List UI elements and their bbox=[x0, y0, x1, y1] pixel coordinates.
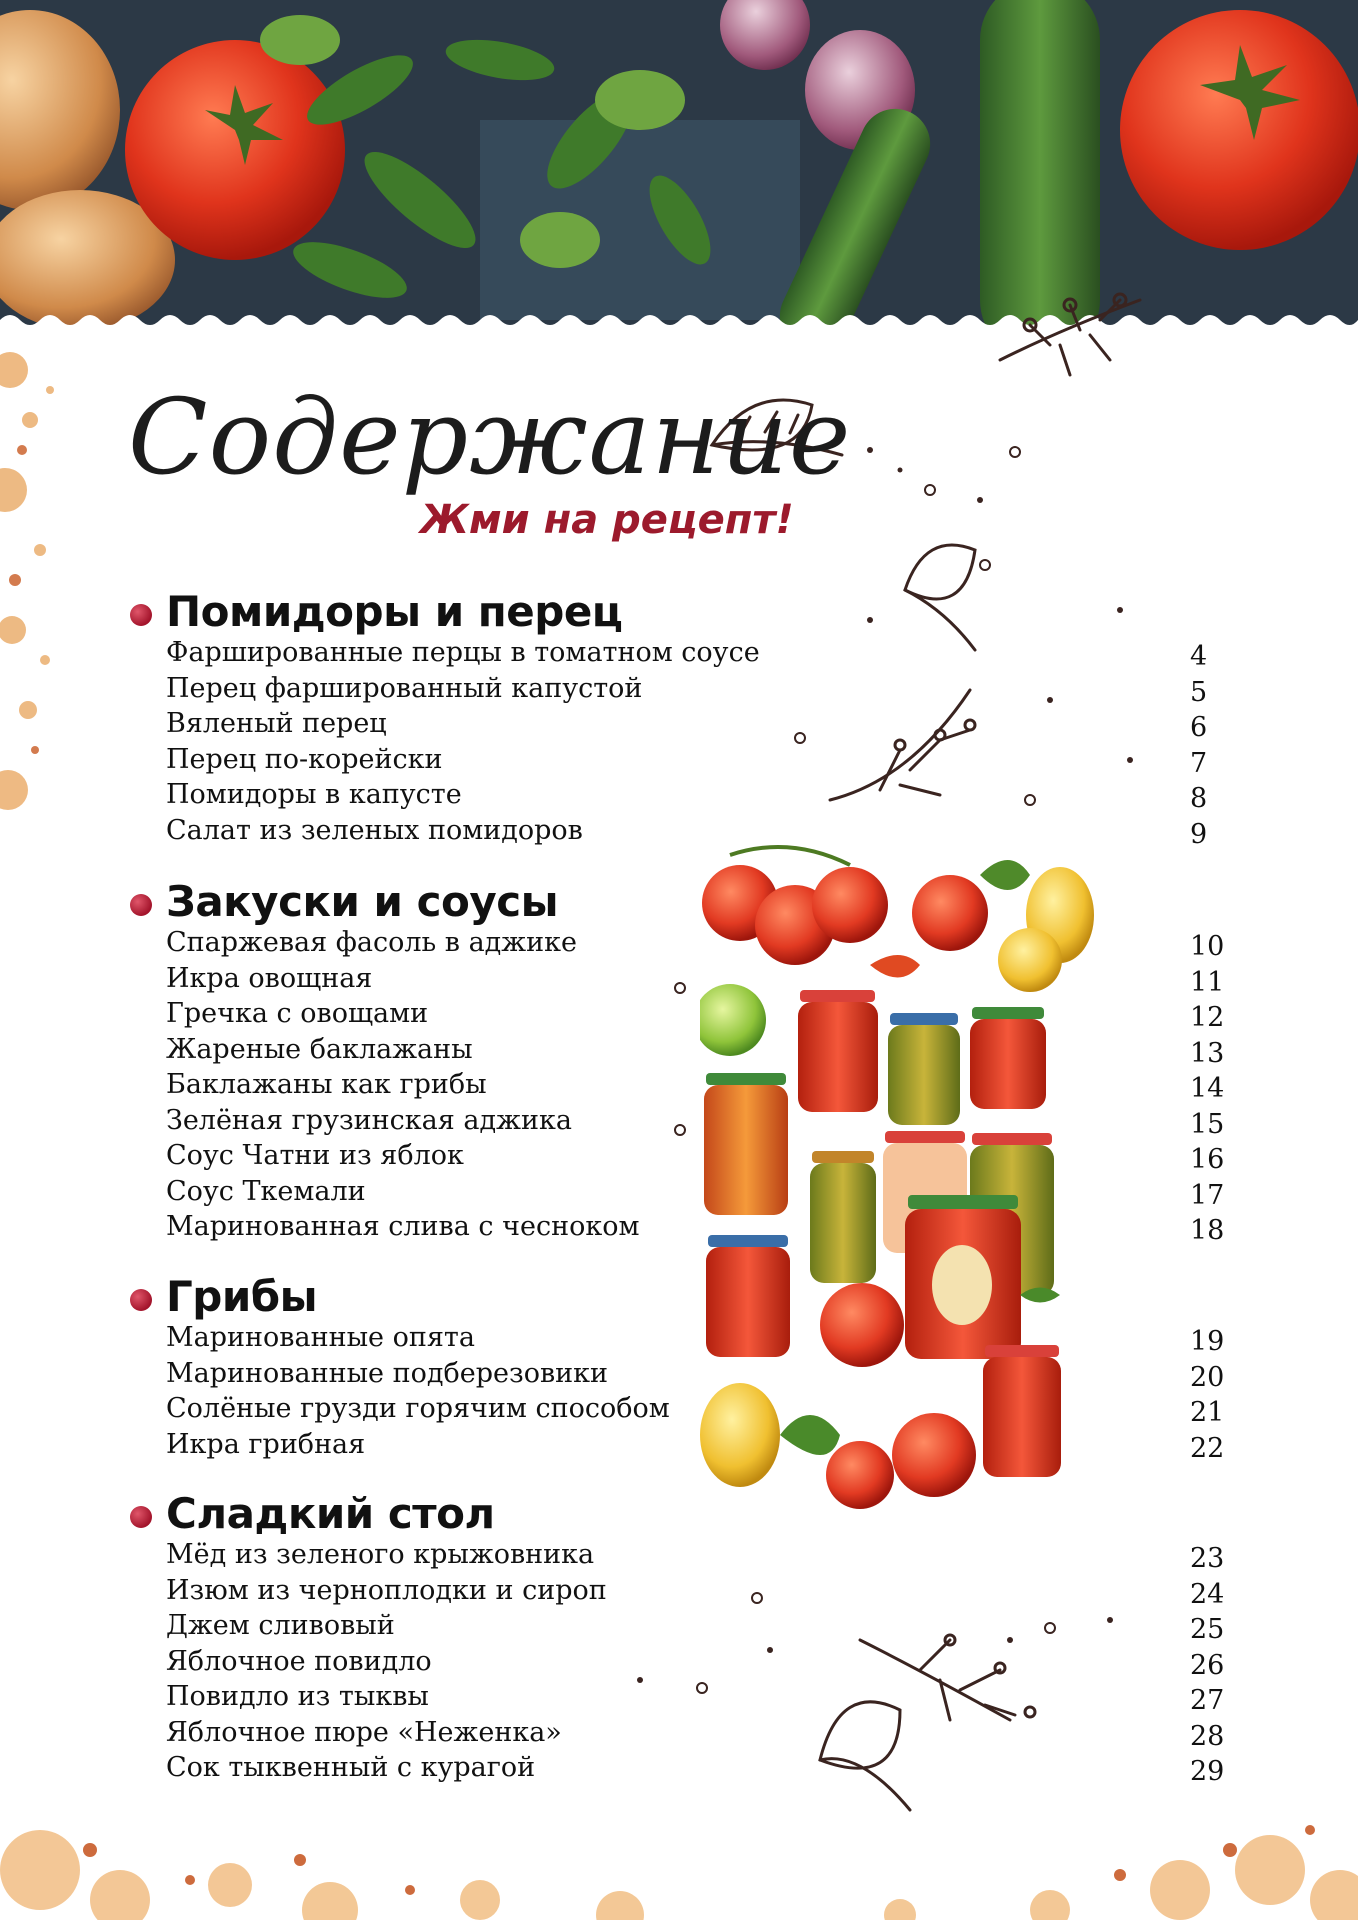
recipe-link[interactable]: Джем сливовый bbox=[166, 1610, 395, 1641]
toc-section-tomatoes-peppers bbox=[130, 588, 1210, 849]
toc-item[interactable] bbox=[130, 1033, 1225, 1069]
page-number: 26 bbox=[1190, 1649, 1225, 1681]
toc-item[interactable] bbox=[130, 1609, 1225, 1645]
section-title: Грибы bbox=[166, 1272, 318, 1321]
toc-item[interactable] bbox=[130, 1210, 1225, 1246]
toc-item[interactable] bbox=[130, 1574, 1225, 1610]
page-number: 11 bbox=[1190, 966, 1225, 998]
page-number: 9 bbox=[1190, 818, 1208, 850]
bullet-icon bbox=[130, 1506, 152, 1528]
section-heading[interactable] bbox=[130, 588, 1210, 636]
recipe-link[interactable]: Сок тыквенный с курагой bbox=[166, 1752, 536, 1783]
toc-item[interactable] bbox=[130, 1392, 1225, 1428]
recipe-link[interactable]: Спаржевая фасоль в аджике bbox=[166, 927, 577, 958]
recipe-link[interactable]: Жареные баклажаны bbox=[166, 1033, 473, 1065]
section-heading[interactable] bbox=[130, 878, 1210, 926]
page-number: 8 bbox=[1190, 783, 1208, 814]
toc-item[interactable] bbox=[130, 1680, 1225, 1716]
recipe-link[interactable]: Маринованная слива с чесноком bbox=[166, 1211, 640, 1242]
page-number: 6 bbox=[1190, 712, 1208, 743]
toc-item[interactable] bbox=[130, 1175, 1225, 1211]
page-number: 24 bbox=[1190, 1578, 1225, 1610]
toc-item[interactable] bbox=[130, 1139, 1225, 1175]
toc-item[interactable] bbox=[130, 707, 1210, 743]
page-title: Содержание bbox=[128, 376, 852, 498]
bullet-icon bbox=[130, 1289, 152, 1311]
banner-scallop-edge bbox=[0, 300, 1358, 340]
toc-item[interactable] bbox=[130, 1357, 1225, 1393]
section-title: Закуски и соусы bbox=[166, 877, 559, 926]
recipe-link[interactable]: Яблочное пюре «Неженка» bbox=[166, 1716, 562, 1748]
bullet-icon bbox=[130, 894, 152, 916]
page-number: 27 bbox=[1190, 1685, 1225, 1716]
page-number: 28 bbox=[1190, 1720, 1225, 1752]
bullet-icon bbox=[130, 604, 152, 626]
page-number: 14 bbox=[1190, 1073, 1225, 1104]
page-number: 12 bbox=[1190, 1002, 1225, 1033]
recipe-link[interactable]: Баклажаны как грибы bbox=[166, 1069, 487, 1100]
page-number: 5 bbox=[1190, 676, 1208, 708]
page-number: 21 bbox=[1190, 1397, 1225, 1428]
toc-item[interactable] bbox=[130, 926, 1225, 962]
page-number: 18 bbox=[1190, 1215, 1225, 1246]
toc-section-sweet-table bbox=[130, 1489, 1225, 1787]
page-number: 15 bbox=[1190, 1108, 1225, 1140]
toc-item[interactable] bbox=[130, 814, 1210, 850]
page-number: 23 bbox=[1190, 1543, 1225, 1574]
toc-item[interactable] bbox=[130, 1104, 1225, 1140]
section-heading[interactable] bbox=[130, 1273, 1210, 1321]
recipe-link[interactable]: Икра грибная bbox=[166, 1428, 366, 1460]
toc-item[interactable] bbox=[130, 997, 1225, 1033]
recipe-link[interactable]: Вяленый перец bbox=[166, 708, 387, 739]
paint-splatter-left bbox=[0, 330, 70, 850]
recipe-link[interactable]: Маринованные опята bbox=[166, 1322, 475, 1353]
paint-splatter-bottom bbox=[0, 1790, 1358, 1920]
toc-item[interactable] bbox=[130, 743, 1210, 779]
page-number: 13 bbox=[1190, 1037, 1225, 1069]
toc-item[interactable] bbox=[130, 962, 1225, 998]
section-title: Сладкий стол bbox=[166, 1489, 495, 1538]
page-number: 10 bbox=[1190, 931, 1225, 962]
toc-item[interactable] bbox=[130, 778, 1210, 814]
recipe-link[interactable]: Яблочное повидло bbox=[166, 1645, 432, 1677]
toc-item[interactable] bbox=[130, 1538, 1225, 1574]
page-number: 29 bbox=[1190, 1756, 1225, 1787]
recipe-link[interactable]: Повидло из тыквы bbox=[166, 1681, 429, 1712]
page-number: 19 bbox=[1190, 1326, 1225, 1357]
toc-item[interactable] bbox=[130, 672, 1210, 708]
recipe-link[interactable]: Маринованные подберезовики bbox=[166, 1357, 609, 1389]
toc-section-mushrooms bbox=[130, 1272, 1225, 1464]
vegetable-banner bbox=[0, 0, 1358, 330]
recipe-link[interactable]: Зелёная грузинская аджика bbox=[166, 1104, 572, 1136]
recipe-link[interactable]: Соус Ткемали bbox=[166, 1175, 366, 1207]
recipe-link[interactable]: Салат из зеленых помидоров bbox=[166, 814, 583, 846]
section-title: Помидоры и перец bbox=[166, 587, 623, 636]
toc-item[interactable] bbox=[130, 1068, 1225, 1104]
recipe-link[interactable]: Перец по-корейски bbox=[166, 743, 443, 775]
recipe-link[interactable]: Помидоры в капусте bbox=[166, 779, 462, 810]
recipe-link[interactable]: Перец фаршированный капустой bbox=[166, 672, 643, 704]
toc-item[interactable] bbox=[130, 1321, 1225, 1357]
toc-item[interactable] bbox=[130, 1716, 1225, 1752]
page-subtitle: Жми на рецепт! bbox=[420, 497, 794, 543]
toc-item[interactable] bbox=[130, 1645, 1225, 1681]
toc-item[interactable] bbox=[130, 636, 1210, 672]
page-number: 25 bbox=[1190, 1614, 1225, 1645]
page-number: 17 bbox=[1190, 1179, 1225, 1211]
toc-section-snacks-sauces bbox=[130, 877, 1225, 1246]
page-number: 20 bbox=[1190, 1361, 1225, 1393]
page-number: 16 bbox=[1190, 1144, 1225, 1175]
recipe-link[interactable]: Соус Чатни из яблок bbox=[166, 1140, 464, 1171]
recipe-link[interactable]: Солёные грузди горячим способом bbox=[166, 1393, 670, 1424]
page-number: 22 bbox=[1190, 1432, 1225, 1464]
page-number: 7 bbox=[1190, 747, 1208, 779]
recipe-link[interactable]: Мёд из зеленого крыжовника bbox=[166, 1539, 595, 1570]
recipe-link[interactable]: Фаршированные перцы в томатном соусе bbox=[166, 637, 760, 668]
section-heading[interactable] bbox=[130, 1490, 1210, 1538]
page-number: 4 bbox=[1190, 641, 1208, 672]
recipe-link[interactable]: Изюм из черноплодки и сироп bbox=[166, 1574, 607, 1606]
toc-item[interactable] bbox=[130, 1428, 1225, 1464]
recipe-link[interactable]: Икра овощная bbox=[166, 962, 373, 994]
toc-item[interactable] bbox=[130, 1751, 1225, 1787]
recipe-link[interactable]: Гречка с овощами bbox=[166, 998, 429, 1029]
